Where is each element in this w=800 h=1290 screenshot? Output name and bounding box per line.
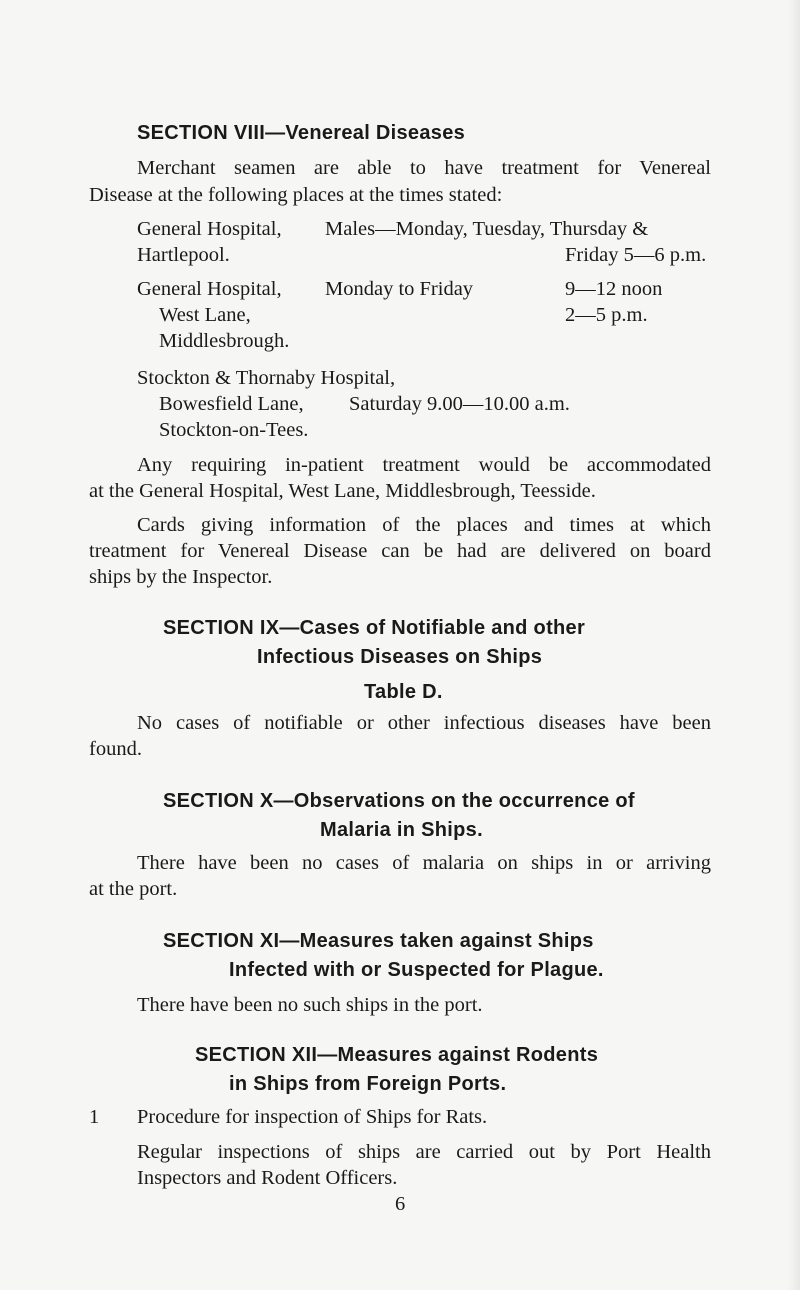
section-9-text-line-1: No cases of notifiable or other infectious diseases have been bbox=[137, 712, 711, 734]
stockton-times: Saturday 9.00—10.00 a.m. bbox=[349, 393, 570, 415]
middlesbrough-name-line-1: General Hospital, bbox=[137, 278, 282, 300]
stockton-name-line-3: Stockton-on-Tees. bbox=[159, 419, 309, 441]
item-number: 1 bbox=[89, 1106, 100, 1128]
section-10-heading-line-2: Malaria in Ships. bbox=[320, 819, 483, 841]
section-8-heading: SECTION VIII—Venereal Diseases bbox=[137, 122, 466, 144]
section-12-heading-line-1: SECTION XII—Measures against Rodents bbox=[195, 1044, 599, 1066]
inpatient-line-2: at the General Hospital, West Lane, Middlesbrough, Teesside. bbox=[89, 480, 596, 502]
cards-line-2: treatment for Venereal Disease can be had are delivered on board bbox=[89, 540, 711, 562]
section-9-heading-line-1: SECTION IX—Cases of Notifiable and other bbox=[163, 617, 586, 639]
section-12-heading-line-2: in Ships from Foreign Ports. bbox=[229, 1073, 507, 1095]
hartlepool-name-line-1: General Hospital, bbox=[137, 218, 282, 240]
hartlepool-times-line-1: Males—Monday, Tuesday, Thursday & bbox=[325, 218, 649, 240]
page-edge-shadow bbox=[788, 0, 800, 1290]
section-11-heading-line-1: SECTION XI—Measures taken against Ships bbox=[163, 930, 594, 952]
hartlepool-times-line-2: Friday 5—6 p.m. bbox=[565, 244, 707, 266]
section-12-text-line-1: Regular inspections of ships are carried out by Port Health bbox=[137, 1141, 711, 1163]
section-9-text-line-2: found. bbox=[89, 738, 142, 760]
middlesbrough-times-line-1: 9—12 noon bbox=[565, 278, 663, 300]
middlesbrough-name-line-3: Middlesbrough. bbox=[159, 330, 290, 352]
item-title: Procedure for inspection of Ships for Rats. bbox=[137, 1106, 488, 1128]
table-d-label: Table D. bbox=[364, 681, 443, 703]
section-11-heading-line-2: Infected with or Suspected for Plague. bbox=[229, 959, 604, 981]
hartlepool-name-line-2: Hartlepool. bbox=[137, 244, 230, 266]
section-11-text: There have been no such ships in the port. bbox=[137, 994, 483, 1016]
middlesbrough-days: Monday to Friday bbox=[325, 278, 474, 300]
inpatient-line-1: Any requiring in-patient treatment would be accommodated bbox=[137, 454, 711, 476]
page-number: 6 bbox=[395, 1193, 406, 1215]
section-10-text-line-2: at the port. bbox=[89, 878, 178, 900]
section-9-heading-line-2: Infectious Diseases on Ships bbox=[257, 646, 543, 668]
stockton-name-line-1: Stockton & Thornaby Hospital, bbox=[137, 367, 396, 389]
section-10-text-line-1: There have been no cases of malaria on ships in or arriving bbox=[137, 852, 711, 874]
cards-line-3: ships by the Inspector. bbox=[89, 566, 273, 588]
cards-line-1: Cards giving information of the places and times at which bbox=[137, 514, 711, 536]
middlesbrough-times-line-2: 2—5 p.m. bbox=[565, 304, 648, 326]
section-8-intro-line-2: Disease at the following places at the times stated: bbox=[89, 184, 503, 206]
stockton-name-line-2: Bowesfield Lane, bbox=[159, 393, 304, 415]
section-12-text-line-2: Inspectors and Rodent Officers. bbox=[137, 1167, 398, 1189]
section-10-heading-line-1: SECTION X—Observations on the occurrence of bbox=[163, 790, 635, 812]
section-8-intro-line-1: Merchant seamen are able to have treatment for Venereal bbox=[137, 157, 711, 179]
middlesbrough-name-line-2: West Lane, bbox=[159, 304, 251, 326]
